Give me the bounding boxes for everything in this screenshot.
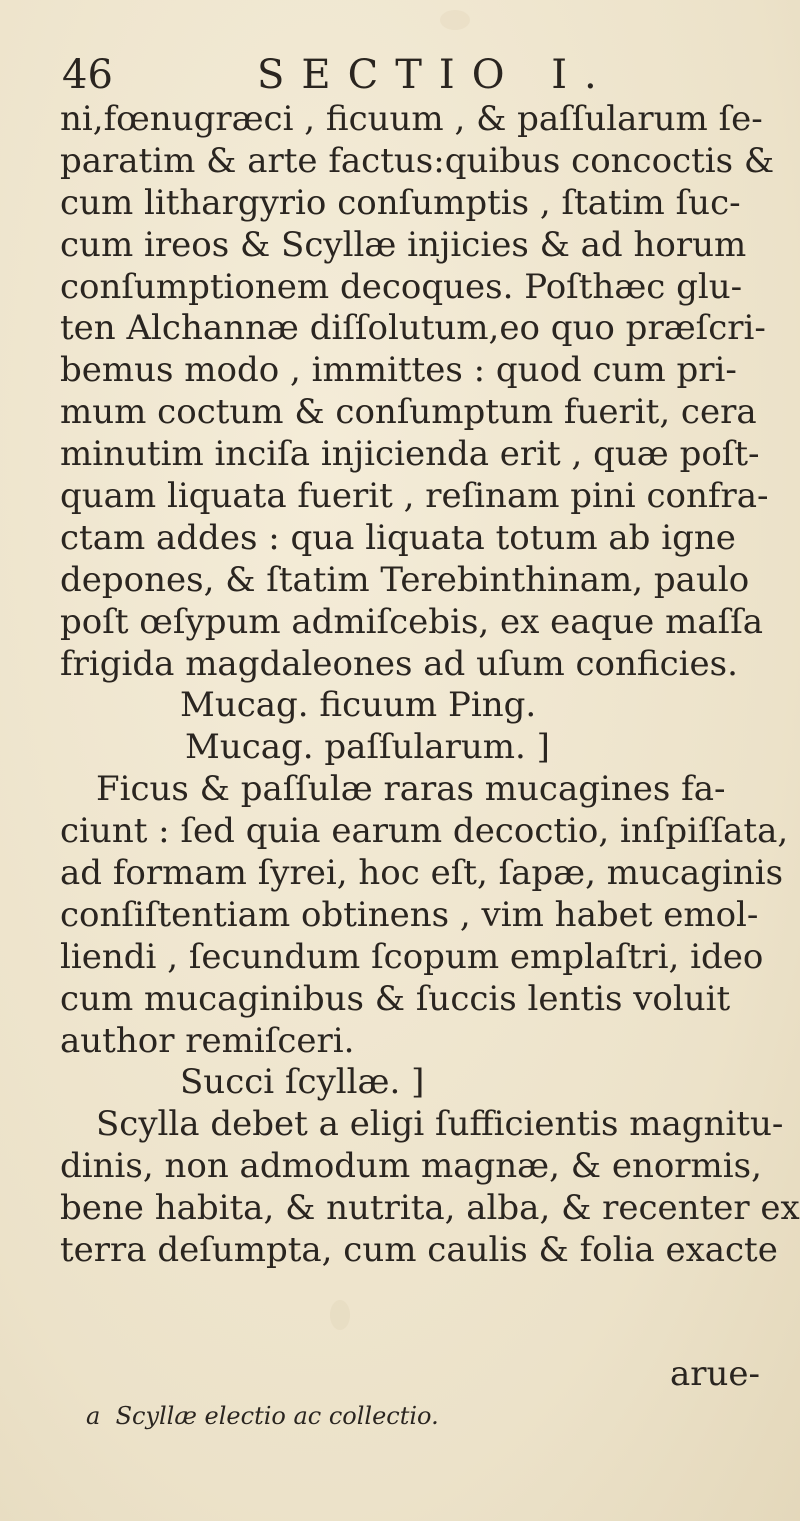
footnote: a Scyllæ electio ac collectio.	[86, 1402, 439, 1430]
running-head: SECTIO I.	[257, 52, 614, 98]
text-line: bene habita, & nutrita, alba, & recenter ex	[60, 1188, 800, 1229]
text-line: cum ireos & Scyllæ injicies & ad horum	[60, 224, 747, 265]
text-line: dinis, non admodum magnæ, & enormis,	[60, 1146, 762, 1187]
text-line: ad formam ſyrei, hoc eſt, ſapæ, mucaginis	[60, 853, 784, 894]
text-line: minutim inciſa injicienda erit , quæ poſt-	[60, 434, 760, 475]
text-line: ciunt : ſed quia earum decoctio, inſpiſſata,	[60, 811, 789, 852]
text-line: ni,fœnugræci , ficuum , & paſſularum ſe-	[60, 99, 763, 139]
text-line: poſt œſypum admiſcebis, ex eaque maſſa	[60, 601, 764, 642]
text-line: bemus modo , immittes : quod cum pri-	[60, 350, 737, 391]
paper-stain	[440, 10, 470, 30]
text-line: cum lithargyrio conſumptis , ſtatim ſuc-	[60, 182, 741, 223]
catchword: arue-	[670, 1354, 761, 1394]
text-line: ten Alchannæ diſſolutum,eo quo præſcri-	[60, 308, 766, 349]
text-line: ctam addes : qua liquata totum ab igne	[60, 517, 736, 558]
text-line: Scylla debet a eligi ſufficientis magnitu-	[96, 1104, 784, 1145]
text-line: paratim & arte factus:quibus concoctis &	[60, 140, 775, 181]
text-line: liendi , ſecundum ſcopum emplaſtri, ideo	[60, 936, 764, 977]
main-text	[60, 99, 800, 1272]
subheading: Succi ſcyllæ. ]	[180, 1062, 425, 1103]
subheading: Mucag. ficuum Ping.	[180, 685, 537, 726]
text-line: author remiſceri.	[60, 1020, 355, 1061]
text-line: conſumptionem decoques. Poſthæc glu-	[60, 266, 743, 307]
text-line: quam liquata fuerit , reſinam pini confra-	[60, 476, 769, 517]
text-line: frigida magdaleones ad uſum conficies.	[60, 643, 738, 684]
text-line: conſiſtentiam obtinens , vim habet emol-	[60, 894, 759, 935]
page-header	[62, 50, 782, 100]
text-line: depones, & ſtatim Terebinthinam, paulo	[60, 559, 750, 600]
paper-stain	[330, 1300, 350, 1330]
text-line: Ficus & paſſulæ raras mucagines fa-	[96, 769, 726, 810]
page-number: 46	[62, 52, 113, 98]
text-line: mum coctum & conſumptum fuerit, cera	[60, 392, 757, 433]
text-line: terra deſumpta, cum caulis & folia exacte	[60, 1230, 778, 1271]
subheading: Mucag. paſſularum. ]	[185, 727, 550, 768]
text-line: cum mucaginibus & ſuccis lentis voluit	[60, 978, 731, 1019]
